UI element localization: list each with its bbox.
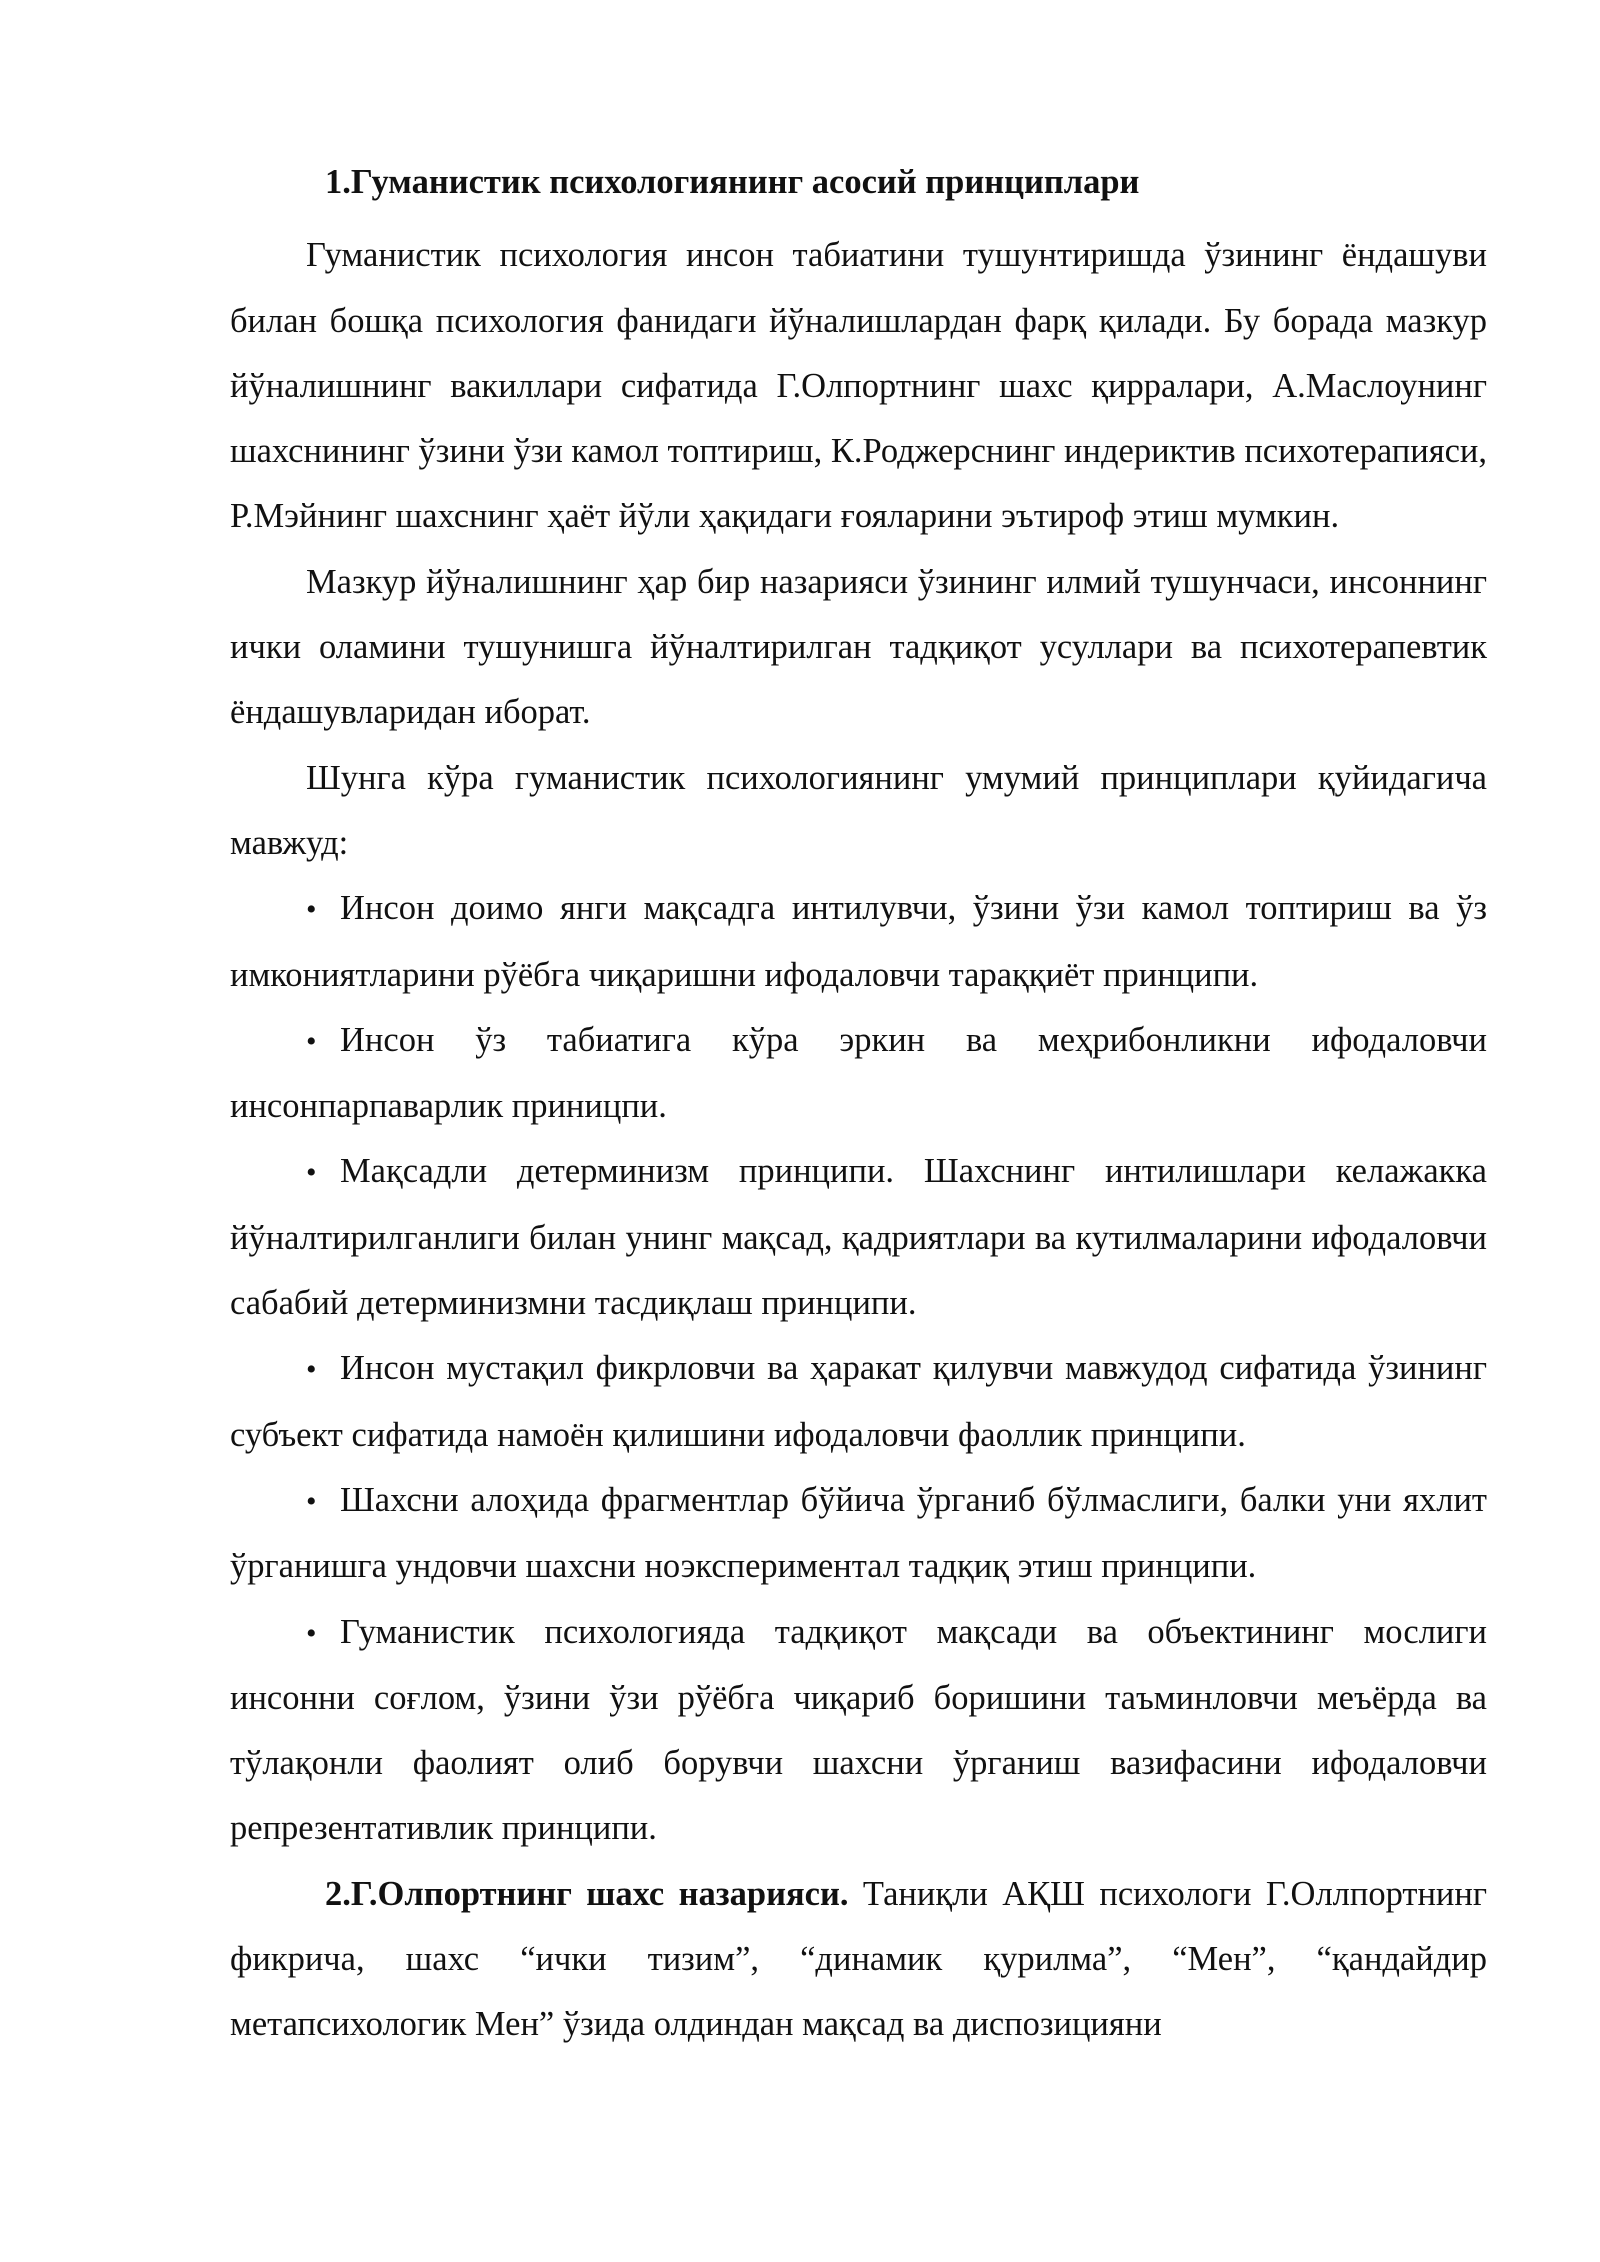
- bullet-icon: •: [306, 1024, 317, 1058]
- principle-item: [230, 1600, 1487, 1862]
- principle-text: Шахсни алоҳида фрагментлар бўйича ўрганиб бўлмаслиги, балки уни яхлит ўрганишга ундовчи шахсни ноэкспериментал тадқиқ этиш принципи.: [230, 1480, 1487, 1586]
- principle-text: Гуманистик психологияда тадқиқот мақсади ва объектининг мослиги инсонни соғлом, ўзини ўзи рўёбга чиқариб боришини таъминловчи меъёрда ва тўлақонли фаолият олиб борувчи шахсни ўрганиш вазифасини ифодаловчи репрезентативлик принципи.: [230, 1612, 1487, 1848]
- paragraph-principles-lead: Шунга кўра гуманистик психологиянинг умумий принциплари қуйидагича мавжуд:: [230, 758, 1487, 862]
- principle-item: [230, 1336, 1487, 1468]
- section-2-paragraph: [230, 1862, 1487, 2058]
- principle-text: Мақсадли детерминизм принципи. Шахснинг интилишлари келажакка йўналтирилганлиги билан унинг мақсад, қадриятлари ва кутилмаларини ифодаловчи сабабий детерминизмни тасдиқлаш принципи.: [230, 1152, 1487, 1323]
- bullet-icon: •: [306, 1353, 317, 1387]
- bullet-icon: •: [306, 1484, 317, 1518]
- principle-item: [230, 876, 1487, 1008]
- principle-text: Инсон доимо янги мақсадга интилувчи, ўзини ўзи камол топтириш ва ўз имкониятларини рўёбга чиқаришни ифодаловчи тараққиёт принципи.: [230, 889, 1487, 994]
- principle-text: Инсон ўз табиатига кўра эркин ва меҳрибонликни ифодаловчи инсонпарпаварлик приницпи.: [230, 1020, 1487, 1126]
- bullet-icon: •: [306, 893, 317, 927]
- bullet-icon: •: [306, 1156, 317, 1190]
- section-2-text: Таниқли АҚШ психологи Г.Оллпортнинг фикрича, шахс “ички тизим”, “динамик қурилма”, “Мен”, “қандайдир метапсихологик Мен” ўзида олдиндан мақсад ва диспозицияни: [230, 1874, 1487, 2044]
- principle-item: [230, 1468, 1487, 1600]
- principle-item: [230, 1008, 1487, 1140]
- paragraph-intro: Гуманистик психология инсон табиатини тушунтиришда ўзининг ёндашуви билан бошқа психология фанидаги йўналишлардан фарқ қилади. Бу борада мазкур йўналишнинг вакиллари сифатида Г.Олпортнинг шахс қирралари, А.Маслоунинг шахснининг ўзини ўзи камол топтириш, К.Роджерснинг индериктив психотерапияси, Р.Мэйнинг шахснинг ҳаёт йўли ҳақидаги ғояларини эътироф этиш мумкин.: [230, 236, 1487, 536]
- bullet-icon: •: [306, 1616, 317, 1650]
- principle-text: Инсон мустақил фикрловчи ва ҳаракат қилувчи мавжудод сифатида ўзининг субъект сифатида намоён қилишини ифодаловчи фаоллик принципи.: [230, 1349, 1487, 1454]
- document-page: [230, 150, 1487, 2058]
- principle-item: [230, 1139, 1487, 1336]
- section-heading: 1.Гуманистик психологиянинг асосий принциплари: [325, 163, 1140, 201]
- section-2-title: 2.Г.Олпортнинг шахс назарияси.: [325, 1874, 849, 1913]
- principles-list: [230, 876, 1487, 1861]
- paragraph-theories: Мазкур йўналишнинг ҳар бир назарияси ўзининг илмий тушунчаси, инсоннинг ички оламини тушунишга йўналтирилган тадқиқот усуллари ва психотерапевтик ёндашувларидан иборат.: [230, 562, 1487, 732]
